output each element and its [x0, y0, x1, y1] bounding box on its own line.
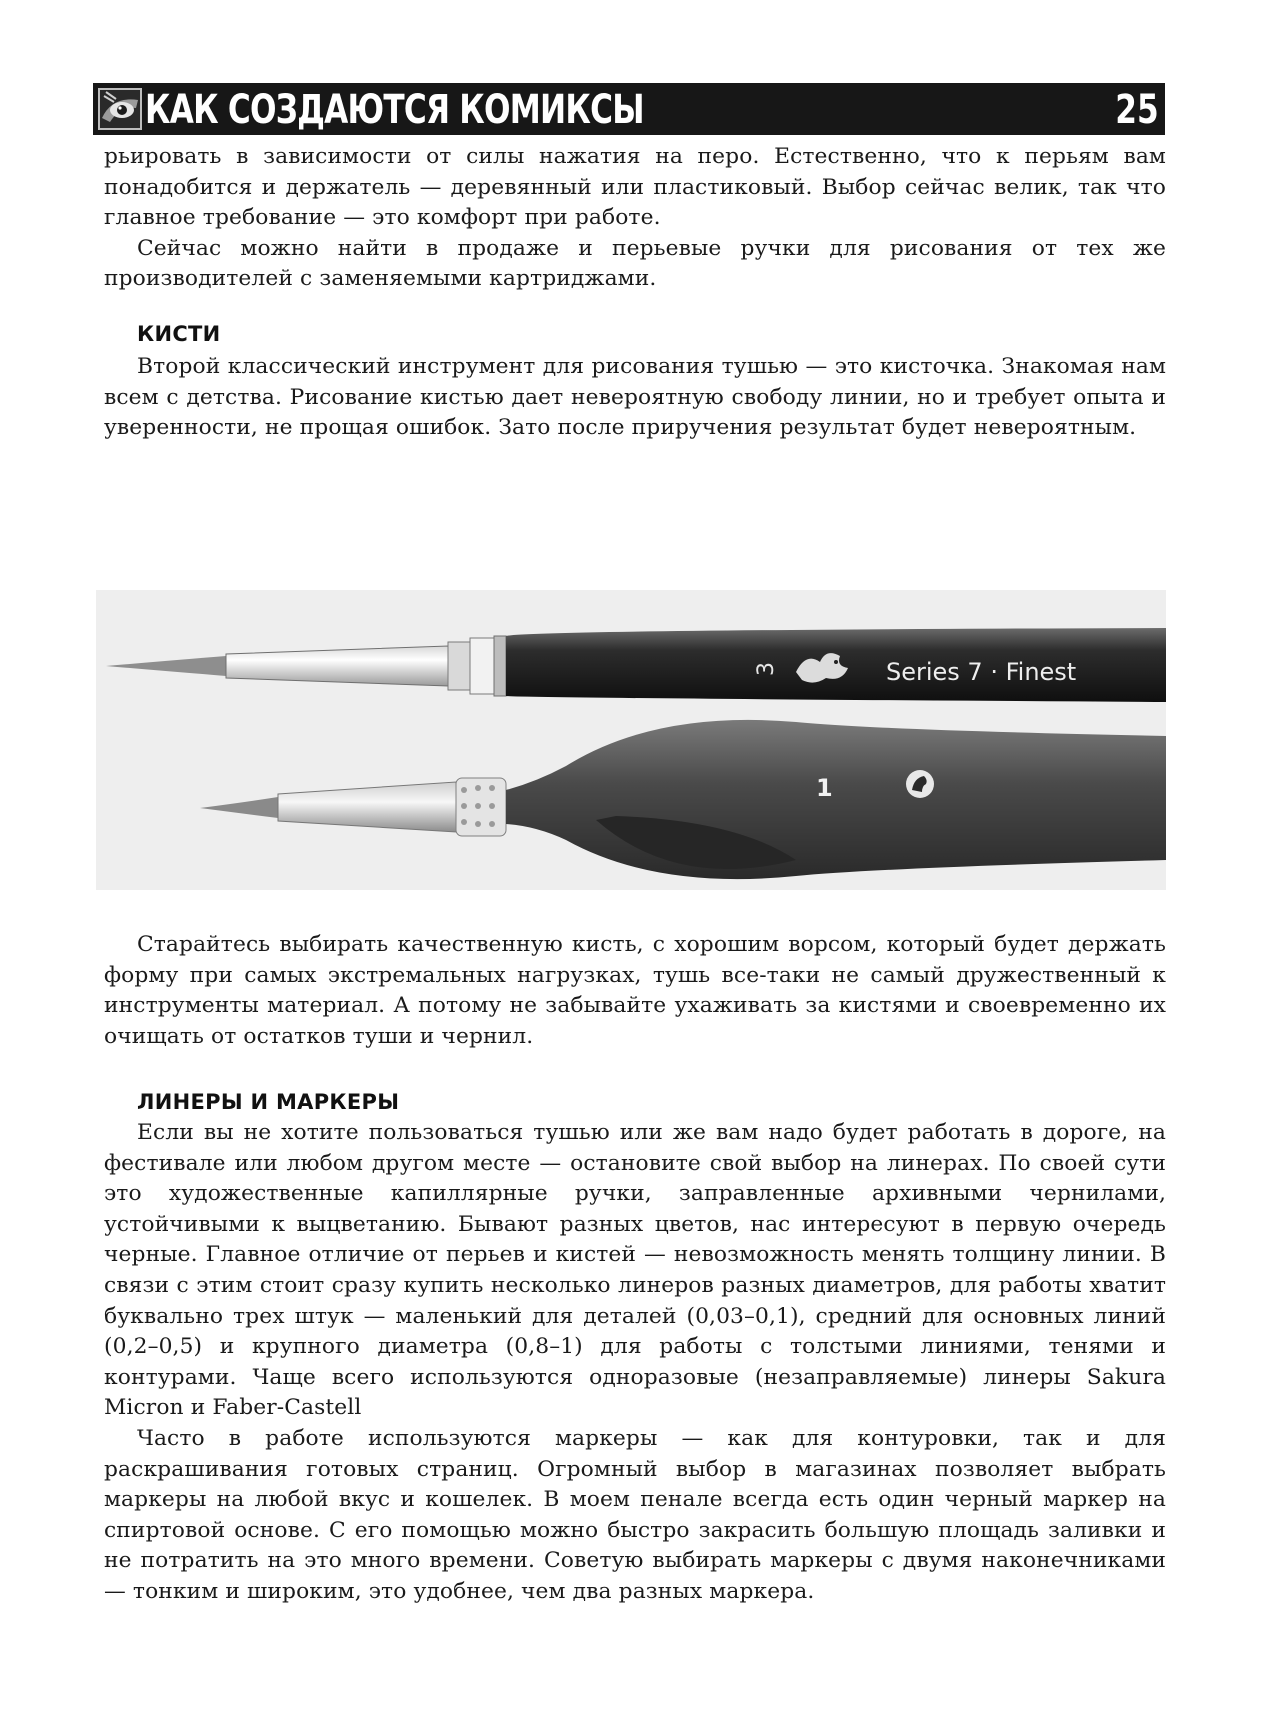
- paragraph-pen-cartridges: Сейчас можно найти в продаже и перьевые ручки для рисования от тех же производителей с заменяемыми картриджами.: [104, 235, 1166, 292]
- paragraph-brush-care: Старайтесь выбирать качественную кисть, с хорошим ворсом, который будет держать форму при самых экстремальных нагрузках, тушь все-таки не самый дружественный к инструменты материал. А потому не забывайте ухаживать за кистями и своевременно их очищать от остатков туши и чернил.: [104, 932, 1166, 1049]
- paragraph-markers: Часто в работе используются маркеры — как для контуровки, так и для раскрашивания готовых страниц. Огромный выбор в магазинах позволяет выбрать маркеры на любой вкус и кошелек. В моем пенале всегда есть один черный маркер на спиртовой основе. С его помощью можно быстро закрасить большую площадь заливки и не потратить на это много времени. Советую выбирать маркеры с двумя наконечниками — тонким и широким, это удобнее, чем два разных маркера.: [104, 1425, 1166, 1604]
- paragraph-continuation: рьировать в зависимости от силы нажатия на перо. Естественно, что к перьям вам понадобится и держатель — деревянный или пластиковый. Выбор сейчас велик, так что главное требование — это комфорт при работе.: [104, 144, 1166, 231]
- brushes-text: [104, 352, 1166, 444]
- brush-bottom-bristles: [200, 797, 278, 818]
- brush-top: [106, 628, 1166, 702]
- section-title-liners: ЛИНЕРЫ И МАРКЕРЫ: [137, 1090, 400, 1114]
- brush-top-ferrule: [226, 646, 448, 686]
- brush-top-number: 3: [754, 662, 779, 676]
- page-number: 25: [1115, 87, 1159, 133]
- brushes-photo: [96, 590, 1166, 890]
- comic-eye-icon: [98, 88, 142, 130]
- brush-top-bristles: [106, 656, 226, 676]
- brush-bottom: [200, 720, 1166, 879]
- brush-top-label: Series 7 · Finest: [886, 658, 1077, 686]
- section-title-brushes: КИСТИ: [137, 322, 221, 346]
- brush-bottom-number: 1: [816, 774, 833, 802]
- brush-bottom-ferrule: [278, 782, 456, 832]
- paragraph-liners: Если вы не хотите пользоваться тушью или же вам надо будет работать в дороге, на фестивале или любом другом месте — остановите свой выбор на линерах. По своей сути это художественные капиллярные ручки, заправленные архивными чернилами, устойчивыми к выцветанию. Бывают разных цветов, нас интересуют в первую очередь черные. Главное отличие от перьев и кистей — невозможность менять толщину линии. В связи с этим стоит сразу купить несколько линеров разных диаметров, для работы хватит буквально трех штук — маленький для деталей (0,03–0,1), средний для основных линий (0,2–0,5) и крупного диаметра (0,8–1) для работы с толстыми линиями, тенями и контурами. Чаще всего используются одноразовые (незаправляемые) линеры Sakura Micron и Faber-Castell: [104, 1120, 1166, 1421]
- paragraph-brushes: Второй классический инструмент для рисования тушью — это кисточка. Знакомая нам всем с детства. Рисование кистью дает невероятную свободу линии, но и требует опыта и уверенности, не прощая ошибок. Зато после приручения результат будет невероятным.: [104, 354, 1166, 441]
- brush-care-text: [104, 930, 1166, 1052]
- header-title: КАК СОЗДАЮТСЯ КОМИКСЫ: [145, 87, 644, 133]
- horse-logo-icon: [906, 770, 934, 798]
- running-header: [93, 83, 1165, 135]
- intro-text: [104, 142, 1166, 295]
- brush-bottom-handle: [506, 720, 1166, 879]
- liners-text: [104, 1118, 1166, 1608]
